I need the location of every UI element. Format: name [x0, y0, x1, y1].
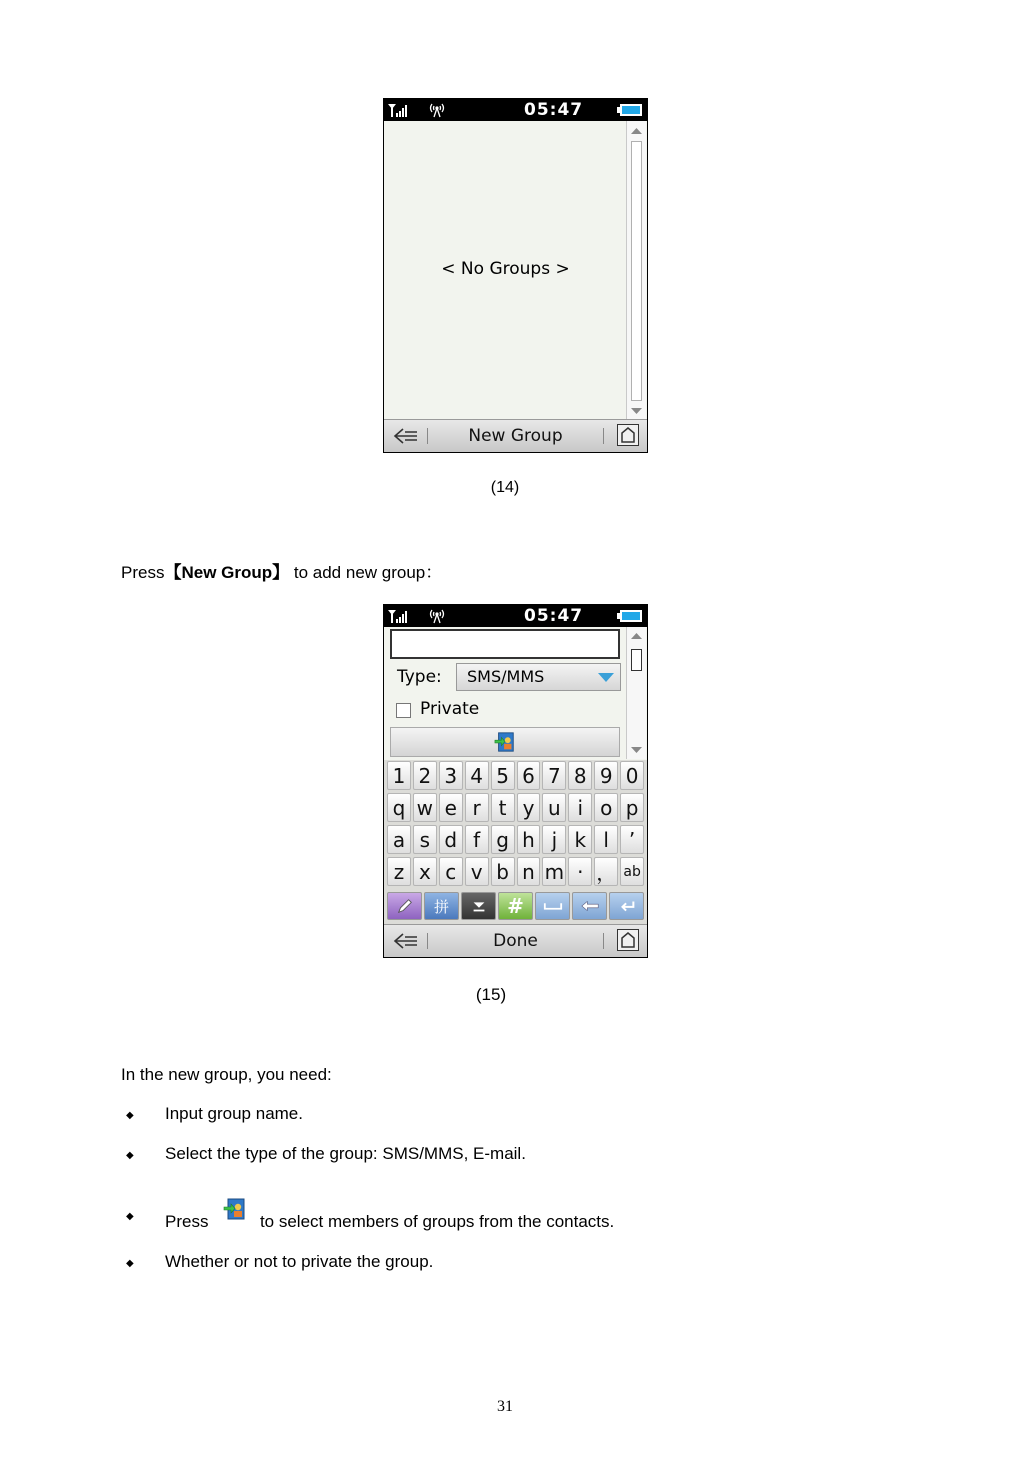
bullet-select-type: Select the type of the group: SMS/MMS, E-mail. — [165, 1144, 526, 1163]
private-checkbox[interactable] — [396, 703, 411, 718]
bullet-icon: ◆ — [126, 1110, 134, 1121]
key[interactable]: l — [594, 825, 618, 854]
group-name-input[interactable] — [390, 629, 620, 659]
scroll-up-icon[interactable] — [629, 124, 644, 138]
contacts-icon — [223, 1197, 247, 1221]
key[interactable]: p — [620, 793, 644, 822]
key[interactable]: j — [542, 825, 566, 854]
done-softkey[interactable]: Done — [493, 931, 538, 951]
keyboard-row-zxcv — [386, 856, 645, 887]
scroll-up-icon[interactable] — [629, 629, 644, 643]
symbols-key[interactable] — [498, 892, 533, 920]
type-select[interactable] — [456, 663, 621, 691]
keyboard-function-row — [386, 891, 645, 921]
dropdown-arrow-icon[interactable] — [598, 673, 614, 682]
scroll-down-icon[interactable] — [629, 743, 644, 757]
scrollbar[interactable] — [626, 121, 646, 421]
empty-groups-message: < No Groups > — [441, 259, 570, 279]
type-value: SMS/MMS — [467, 667, 545, 686]
keyboard-row-asdf — [386, 824, 645, 855]
key[interactable]: i — [568, 793, 592, 822]
scroll-down-icon[interactable] — [629, 404, 644, 418]
private-label: Private — [420, 699, 480, 719]
key[interactable]: t — [491, 793, 515, 822]
signal-strength-icon — [387, 608, 409, 624]
figure-caption-15: (15) — [475, 985, 507, 1004]
key[interactable]: x — [413, 857, 437, 886]
phone-screenshot-15 — [383, 604, 648, 958]
key[interactable]: w — [413, 793, 437, 822]
key[interactable]: n — [517, 857, 541, 886]
handwriting-key[interactable] — [387, 892, 422, 920]
instruction-suffix: to add new group： — [293, 563, 443, 582]
scrollbar[interactable] — [626, 627, 646, 759]
space-key[interactable] — [535, 892, 570, 920]
contacts-icon — [494, 731, 516, 753]
key[interactable]: m — [542, 857, 566, 886]
close-bracket: 】 — [272, 563, 290, 582]
type-label: Type: — [397, 667, 442, 687]
bullet-select-members — [165, 1205, 614, 1232]
backspace-key[interactable] — [572, 892, 607, 920]
open-bracket: 【 — [164, 563, 182, 582]
softkey-bar — [384, 419, 647, 452]
scroll-track[interactable] — [631, 141, 642, 401]
signal-strength-icon — [387, 102, 409, 118]
key[interactable]: ， — [594, 857, 618, 886]
status-time: 05:47 — [524, 100, 584, 120]
key[interactable]: z — [387, 857, 411, 886]
key[interactable]: s — [413, 825, 437, 854]
key[interactable]: q — [387, 793, 411, 822]
bullet-icon: ◆ — [126, 1258, 134, 1269]
status-bar — [384, 605, 647, 627]
key[interactable]: 7 — [542, 761, 566, 790]
instruction-bold: New Group — [181, 563, 273, 582]
key[interactable]: k — [568, 825, 592, 854]
bullet-private: Whether or not to private the group. — [165, 1252, 434, 1271]
key[interactable]: v — [465, 857, 489, 886]
keyboard-row-numbers — [386, 760, 645, 791]
enter-icon — [617, 899, 637, 913]
on-screen-keyboard — [384, 760, 647, 926]
key[interactable]: 6 — [517, 761, 541, 790]
key[interactable]: u — [542, 793, 566, 822]
hide-keyboard-icon — [470, 897, 488, 915]
key[interactable]: 9 — [594, 761, 618, 790]
key[interactable]: h — [517, 825, 541, 854]
battery-icon — [617, 609, 643, 623]
pen-icon — [396, 897, 414, 915]
key[interactable]: c — [439, 857, 463, 886]
key[interactable]: 0 — [620, 761, 644, 790]
key[interactable]: b — [491, 857, 515, 886]
key[interactable]: y — [517, 793, 541, 822]
key[interactable]: 1 — [387, 761, 411, 790]
status-bar — [384, 99, 647, 121]
bullet-icon: ◆ — [126, 1211, 134, 1222]
pinyin-label: 拼 — [433, 897, 449, 916]
bullet-icon: ◆ — [126, 1150, 134, 1161]
instruction-prefix: Press — [121, 563, 165, 582]
bullet-select-members-text: to select members of groups from the contacts. — [259, 1212, 615, 1231]
symbols-label: # — [507, 894, 524, 918]
key[interactable]: f — [465, 825, 489, 854]
new-group-softkey[interactable]: New Group — [468, 426, 563, 446]
phone-screenshot-14 — [383, 98, 648, 453]
antenna-icon — [428, 608, 446, 624]
bullet-input-name: Input group name. — [165, 1104, 303, 1123]
separator — [603, 933, 604, 949]
key[interactable]: 4 — [465, 761, 489, 790]
home-icon[interactable] — [617, 424, 639, 446]
enter-key[interactable] — [609, 892, 644, 920]
separator — [603, 428, 604, 444]
status-time: 05:47 — [524, 606, 584, 626]
key[interactable]: a — [387, 825, 411, 854]
key-ab[interactable]: ab — [620, 857, 644, 886]
key[interactable]: ’ — [620, 825, 644, 854]
hide-keyboard-key[interactable] — [461, 892, 496, 920]
key[interactable]: 3 — [439, 761, 463, 790]
key[interactable]: 2 — [413, 761, 437, 790]
key[interactable]: e — [439, 793, 463, 822]
pinyin-key[interactable] — [424, 892, 459, 920]
figure-caption-14: (14) — [490, 479, 520, 496]
back-arrow-icon[interactable] — [393, 427, 419, 445]
select-members-button[interactable] — [390, 727, 620, 757]
key[interactable]: 5 — [491, 761, 515, 790]
key[interactable]: · — [568, 857, 592, 886]
home-icon[interactable] — [617, 929, 639, 951]
page-number: 31 — [497, 1398, 513, 1415]
key[interactable]: 8 — [568, 761, 592, 790]
back-arrow-icon[interactable] — [393, 932, 419, 950]
key[interactable]: o — [594, 793, 618, 822]
intro-text: In the new group, you need: — [121, 1065, 332, 1084]
scroll-thumb[interactable] — [631, 649, 642, 671]
key[interactable]: r — [465, 793, 489, 822]
key[interactable]: d — [439, 825, 463, 854]
bullet-press-text: Press — [165, 1212, 209, 1231]
keyboard-row-qwerty — [386, 792, 645, 823]
space-icon — [543, 899, 563, 913]
antenna-icon — [428, 102, 446, 118]
battery-icon — [617, 103, 643, 117]
instruction-line — [121, 558, 442, 583]
backspace-icon — [580, 899, 600, 913]
key[interactable]: g — [491, 825, 515, 854]
softkey-bar — [384, 924, 647, 957]
